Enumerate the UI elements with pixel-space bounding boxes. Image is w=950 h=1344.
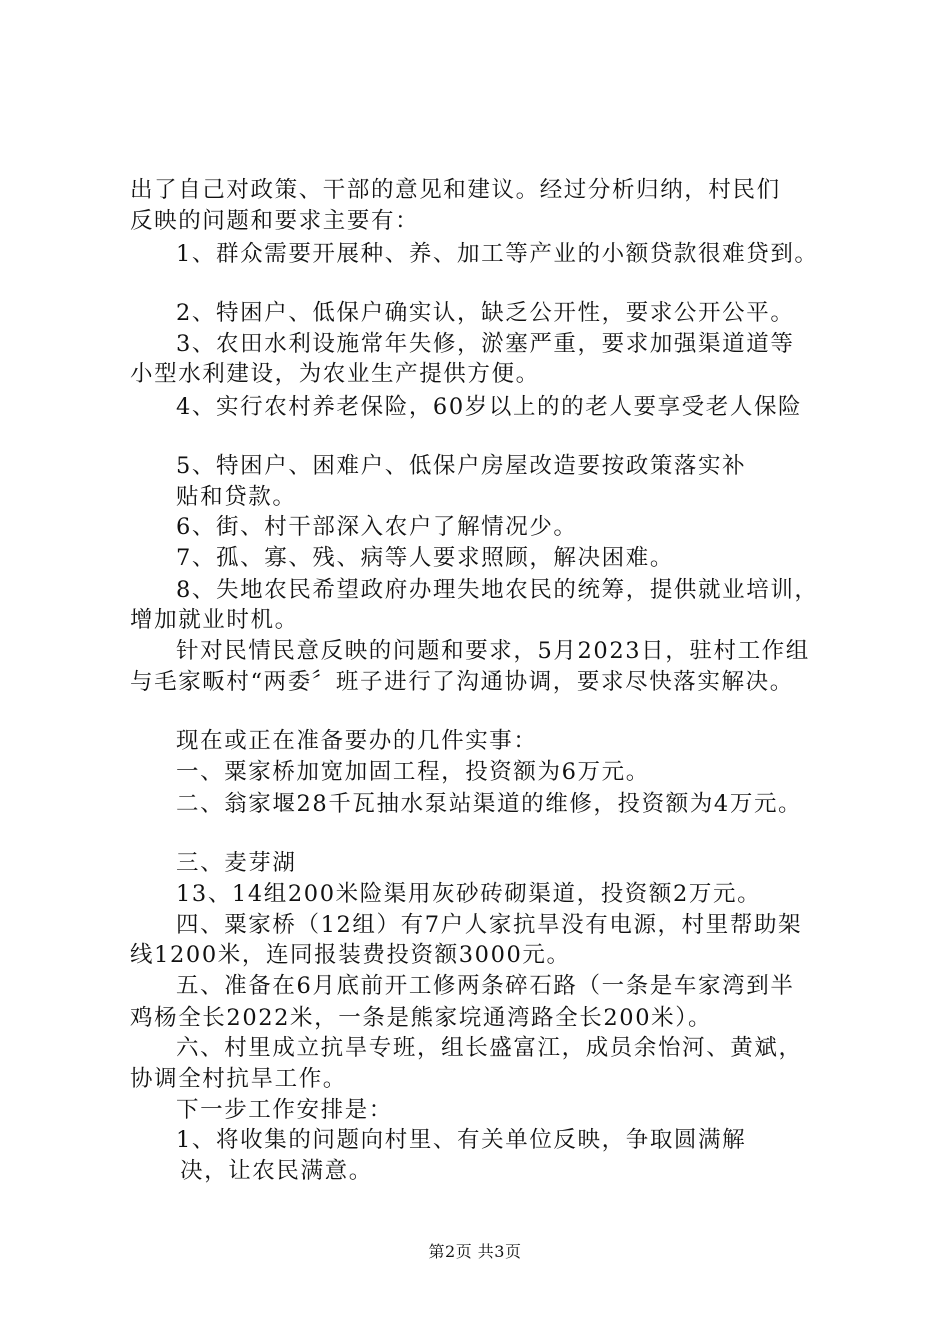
list-item: 2、特困户、低保户确实认，缺乏公开性，要求公开公平。 (176, 300, 795, 326)
page-footer: 第2页 共3页 (428, 1242, 522, 1261)
text-line: 贴和贷款。 (176, 484, 297, 510)
text-line: 增加就业时机。 (130, 607, 299, 633)
text-line: 线1200米，连同报装费投资额3000元。 (130, 942, 571, 968)
list-item: 1、将收集的问题向村里、有关单位反映，争取圆满解 (176, 1127, 747, 1153)
list-item: 8、失地农民希望政府办理失地农民的统筹，提供就业培训， (176, 577, 819, 603)
text-line: 协调全村抗旱工作。 (130, 1066, 347, 1092)
list-item: 4、实行农村养老保险，60岁以上的的老人要享受老人保险 (176, 394, 803, 420)
paragraph-line: 针对民情民意反映的问题和要求，5月2023日，驻村工作组 (176, 638, 810, 664)
list-item: 5、特困户、困难户、低保户房屋改造要按政策落实补 (176, 453, 747, 479)
list-item: 1、群众需要开展种、养、加工等产业的小额贷款很难贷到。 (176, 241, 819, 267)
list-item: 3、农田水利设施常年失修，淤塞严重，要求加强渠道道等 (176, 331, 795, 357)
list-item: 六、村里成立抗旱专班，组长盛富江，成员余怡河、黄斌， (176, 1035, 803, 1061)
text-line: 决，让农民满意。 (180, 1158, 373, 1184)
list-item: 三、麦芽湖 (176, 850, 297, 876)
section-heading: 下一步工作安排是： (176, 1097, 393, 1123)
list-item: 四、粟家桥（12组）有7户人家抗旱没有电源，村里帮助架 (176, 912, 803, 938)
list-item: 二、翁家堰28千瓦抽水泵站渠道的维修，投资额为4万元。 (176, 791, 803, 817)
paragraph-line: 与毛家畈村“两委〞班子进行了沟通协调，要求尽快落实解决。 (130, 669, 794, 695)
list-item: 6、街、村干部深入农户了解情况少。 (176, 514, 578, 540)
text-line: 反映的问题和要求主要有： (130, 208, 420, 234)
list-item: 13、14组200米险渠用灰砂砖砌渠道，投资额2万元。 (176, 881, 762, 907)
section-heading: 现在或正在准备要办的几件实事： (176, 728, 538, 754)
text-line: 出了自己对政策、干部的意见和建议。经过分析归纳，村民们 (130, 177, 781, 203)
text-line: 鸡杨全长2022米，一条是熊家垸通湾路全长200米）。 (130, 1005, 713, 1031)
text-line: 小型水利建设，为农业生产提供方便。 (130, 361, 540, 387)
list-item: 一、粟家桥加宽加固工程，投资额为6万元。 (176, 759, 650, 785)
list-item: 五、准备在6月底前开工修两条碎石路（一条是车家湾到半 (176, 973, 795, 999)
list-item: 7、孤、寡、残、病等人要求照顾，解决困难。 (176, 545, 674, 571)
